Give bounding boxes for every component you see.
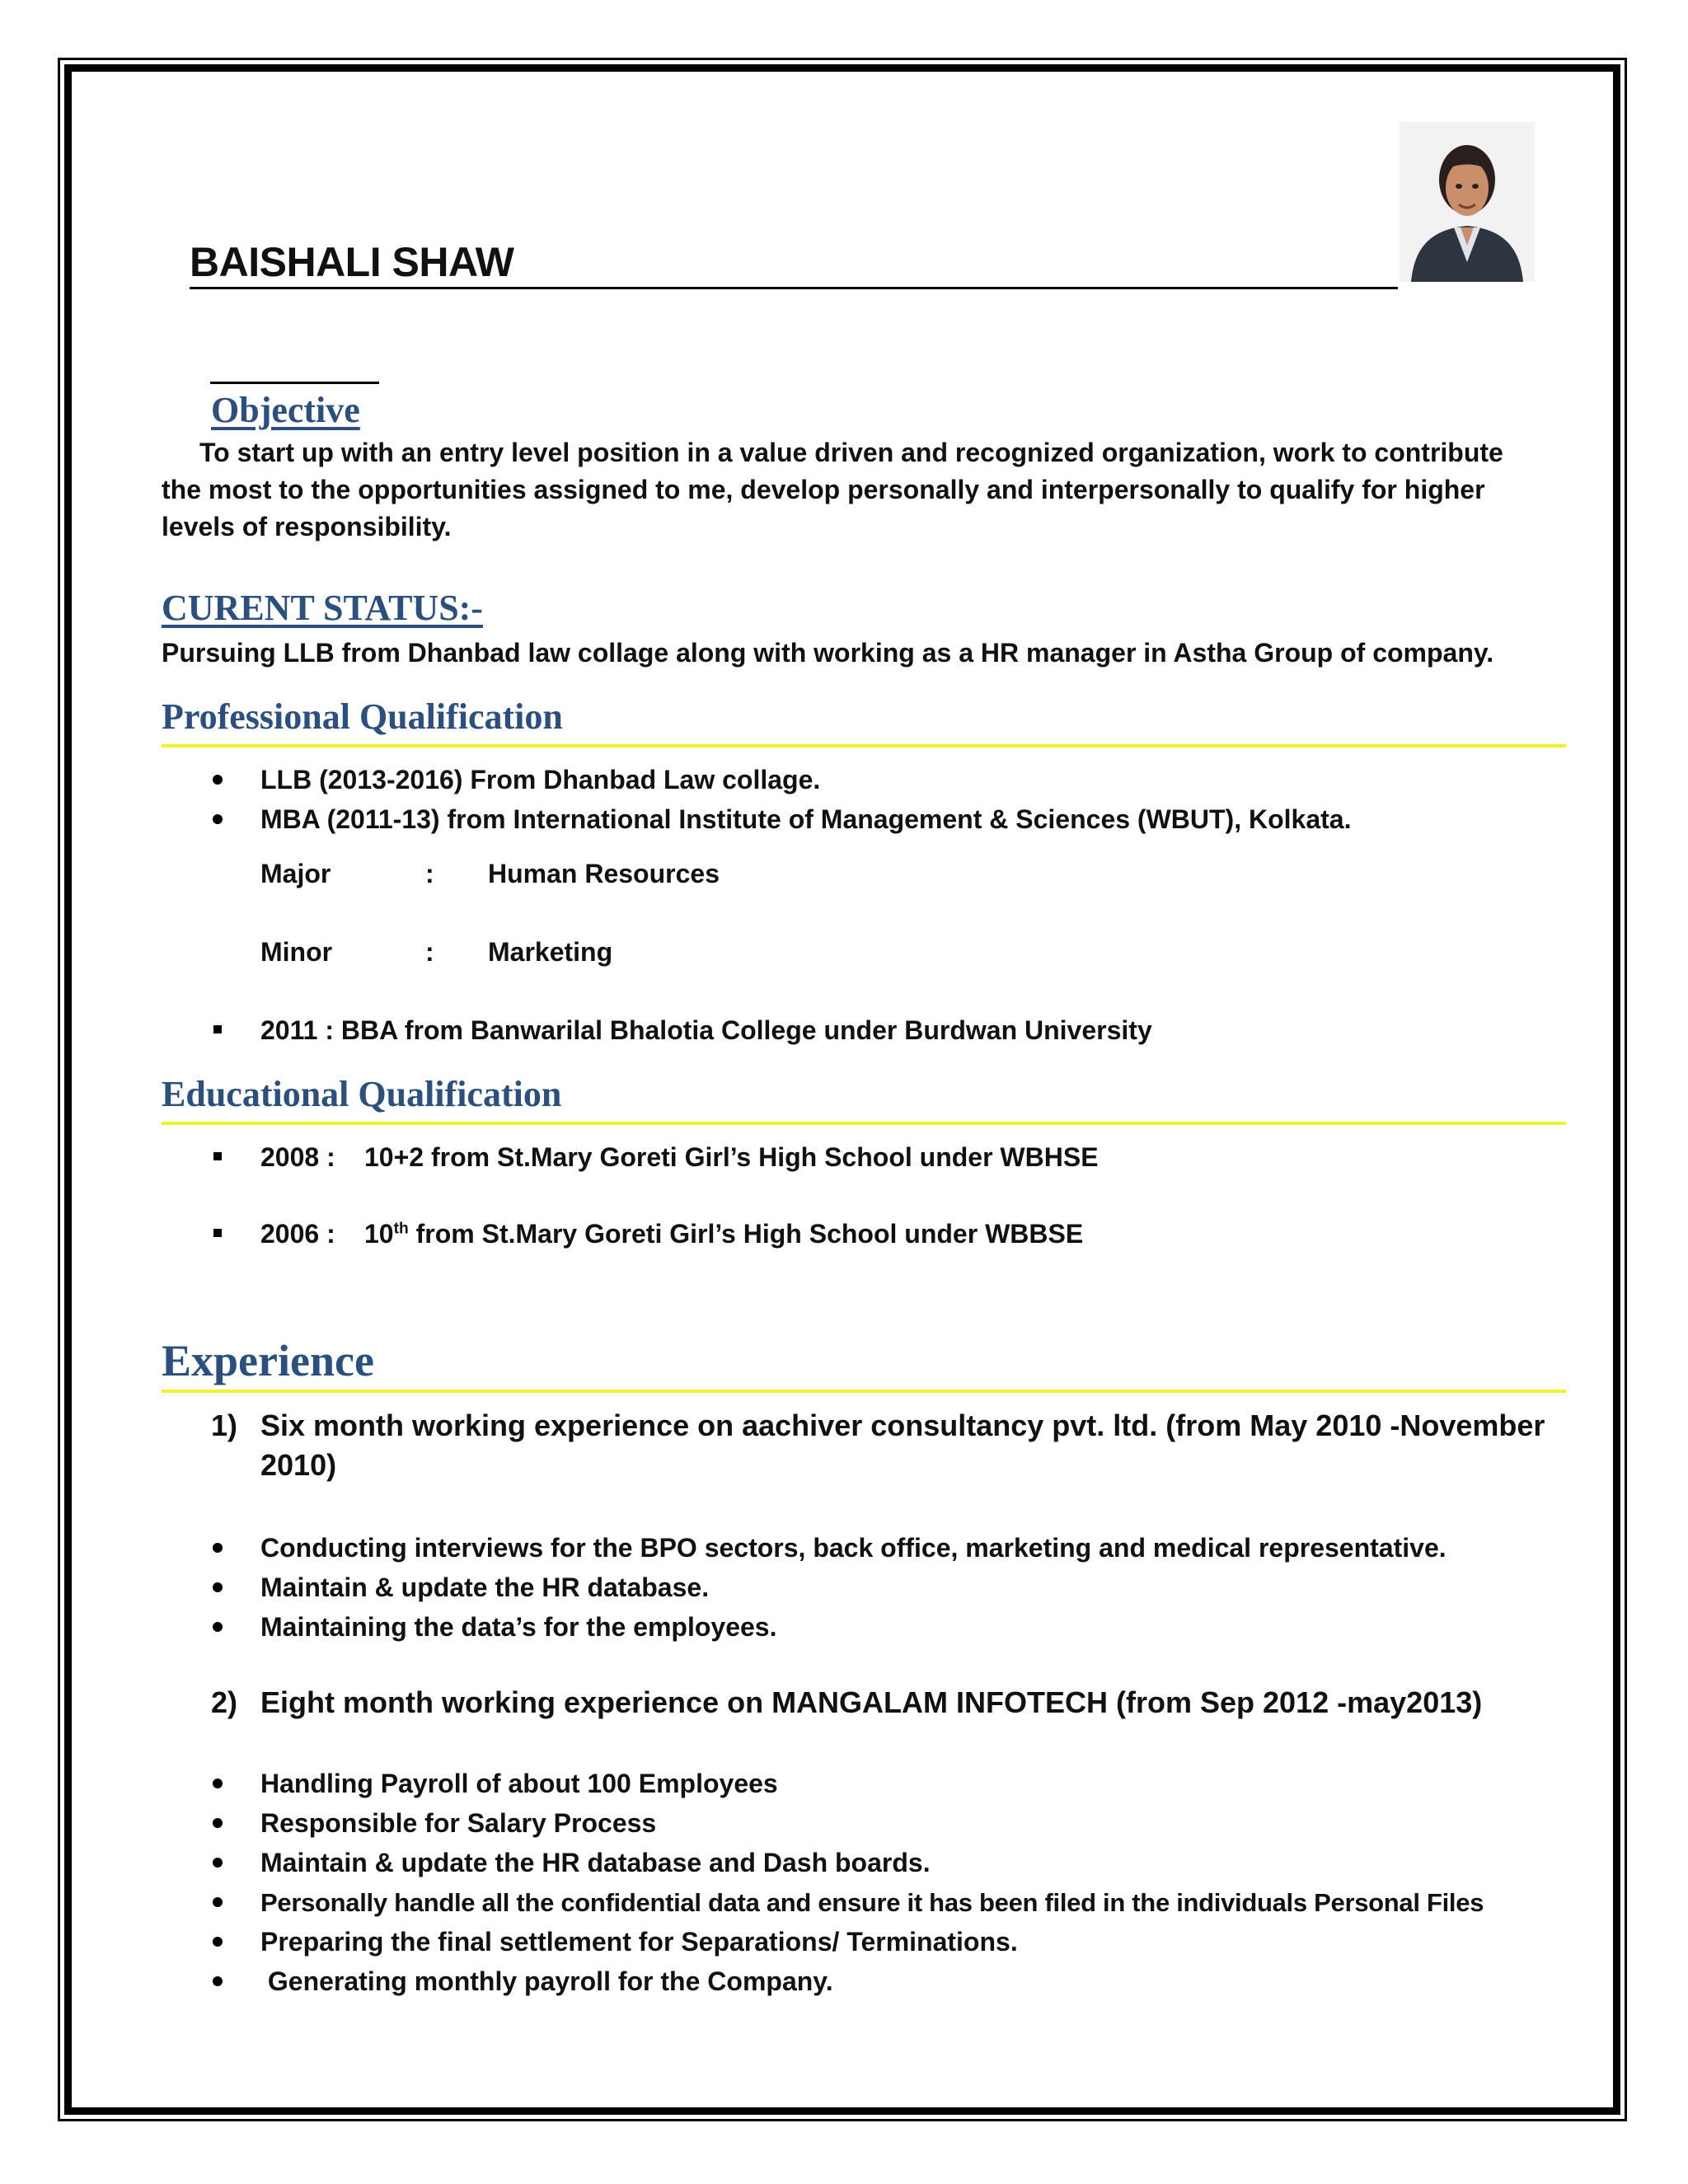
education-year: 2006 : [260, 1219, 335, 1249]
bullet-icon [213, 1937, 223, 1947]
bullet-icon [213, 1897, 223, 1907]
educational-heading: Educational Qualification [162, 1074, 562, 1114]
objective-heading: Objective [211, 390, 360, 430]
job-duty: Personally handle all the confidential data and ensure it has been filed in the individuals Personal Files [260, 1888, 1484, 1917]
professional-item-llb: LLB (2013-2016) From Dhanbad Law collage. [260, 765, 821, 794]
professional-rule [162, 744, 1566, 748]
professional-item-mba: MBA (2011-13) from International Institute of Management & Sciences (WBUT), Kolkata. [260, 804, 1352, 834]
square-bullet-icon [213, 1229, 222, 1237]
education-year: 2008 : [260, 1142, 335, 1172]
job-duty: Handling Payroll of about 100 Employees [260, 1769, 778, 1798]
major-value: Human Resources [488, 859, 720, 888]
experience-heading: Experience [162, 1336, 374, 1385]
bullet-icon [213, 775, 223, 785]
education-detail: 10th from St.Mary Goreti Girl’s High School under WBBSE [364, 1219, 1084, 1249]
status-text: Pursuing LLB from Dhanbad law collage along with working as a HR manager in Astha Group of company. [162, 638, 1494, 668]
bullet-icon [213, 814, 223, 824]
objective-text: To start up with an entry level position in a value driven and recognized organization, work to contribute the most to the opportunities assigned to me, develop personally and interpersonally to qualify for higher levels of responsibility. [162, 438, 1503, 541]
minor-value: Marketing [488, 937, 613, 967]
job-number: 2) [211, 1685, 238, 1719]
status-heading: CURENT STATUS:- [162, 588, 483, 628]
candidate-name: BAISHALI SHAW [190, 239, 514, 285]
job-duty: Maintaining the data’s for the employees. [260, 1612, 777, 1642]
minor-colon: : [425, 937, 434, 967]
job-duty: Responsible for Salary Process [260, 1808, 657, 1838]
job-title: Six month working experience on aachiver consultancy pvt. ltd. (from May 2010 -November 2010) [260, 1408, 1545, 1482]
experience-rule [162, 1390, 1566, 1393]
job-duty: Maintain & update the HR database. [260, 1572, 710, 1602]
bullet-icon [213, 1976, 223, 1986]
square-bullet-icon [213, 1025, 222, 1033]
major-label: Major [260, 859, 331, 888]
person-portrait-icon [1400, 122, 1535, 282]
education-detail: 10+2 from St.Mary Goreti Girl’s High School under WBHSE [364, 1142, 1099, 1172]
bullet-icon [213, 1543, 223, 1553]
objective-rule [210, 382, 379, 384]
job-title: Eight month working experience on MANGALAM INFOTECH (from Sep 2012 -may2013) [260, 1685, 1483, 1719]
job-duty: Generating monthly payroll for the Company. [260, 1966, 833, 1996]
job-duty: Conducting interviews for the BPO sectors, back office, marketing and medical representative. [260, 1533, 1447, 1563]
minor-label: Minor [260, 937, 333, 967]
job-duty: Preparing the final settlement for Separations/ Terminations. [260, 1927, 1018, 1957]
bullet-icon [213, 1582, 223, 1592]
square-bullet-icon [213, 1152, 222, 1160]
major-colon: : [425, 859, 434, 888]
job-duty: Maintain & update the HR database and Dash boards. [260, 1848, 931, 1877]
name-header [190, 237, 1398, 289]
bullet-icon [213, 1779, 223, 1788]
professional-heading: Professional Qualification [162, 696, 563, 737]
bullet-icon [213, 1818, 223, 1828]
educational-rule [162, 1122, 1566, 1125]
bullet-icon [213, 1858, 223, 1868]
bullet-icon [213, 1622, 223, 1632]
profile-photo [1400, 122, 1535, 282]
job-number: 1) [211, 1408, 238, 1442]
professional-item-bba: 2011 : BBA from Banwarilal Bhalotia College under Burdwan University [260, 1015, 1152, 1045]
